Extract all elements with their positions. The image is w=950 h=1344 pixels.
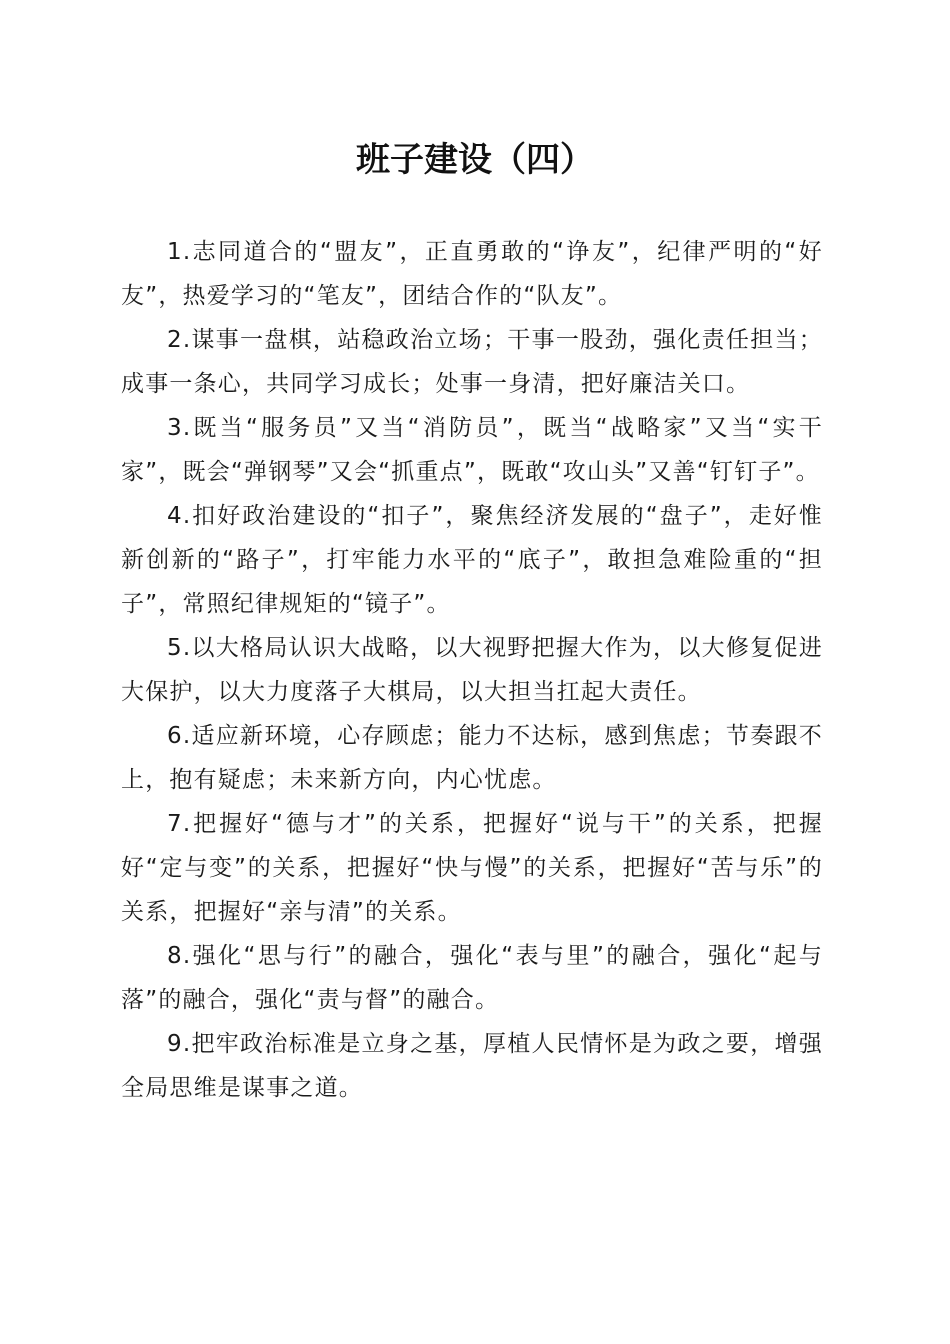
paragraph-6: 6.适应新环境，心存顾虑；能力不达标，感到焦虑；节奏跟不上，抱有疑虑；未来新方向，内心忧虑。	[121, 723, 823, 793]
paragraph-1: 1.志同道合的“盟友”，正直勇敢的“诤友”，纪律严明的“好友”，热爱学习的“笔友”，团结合作的“队友”。	[121, 239, 823, 309]
paragraph-9: 9.把牢政治标准是立身之基，厚植人民情怀是为政之要，增强全局思维是谋事之道。	[121, 1031, 823, 1101]
document-body	[121, 230, 823, 1110]
paragraph-2: 2.谋事一盘棋，站稳政治立场；干事一股劲，强化责任担当；成事一条心，共同学习成长；处事一身清，把好廉洁关口。	[121, 327, 823, 397]
paragraph-3: 3.既当“服务员”又当“消防员”，既当“战略家”又当“实干家”，既会“弹钢琴”又会“抓重点”，既敢“攻山头”又善“钉钉子”。	[121, 415, 823, 485]
paragraph-5: 5.以大格局认识大战略，以大视野把握大作为，以大修复促进大保护，以大力度落子大棋局，以大担当扛起大责任。	[121, 635, 823, 705]
paragraph-4: 4.扣好政治建设的“扣子”，聚焦经济发展的“盘子”，走好惟新创新的“路子”，打牢能力水平的“底子”，敢担急难险重的“担子”，常照纪律规矩的“镜子”。	[121, 503, 823, 617]
document-title: 班子建设（四）	[356, 140, 594, 180]
paragraph-7: 7.把握好“德与才”的关系，把握好“说与干”的关系，把握好“定与变”的关系，把握好“快与慢”的关系，把握好“苦与乐”的关系，把握好“亲与清”的关系。	[121, 811, 823, 925]
paragraph-8: 8.强化“思与行”的融合，强化“表与里”的融合，强化“起与落”的融合，强化“责与督”的融合。	[121, 943, 823, 1013]
